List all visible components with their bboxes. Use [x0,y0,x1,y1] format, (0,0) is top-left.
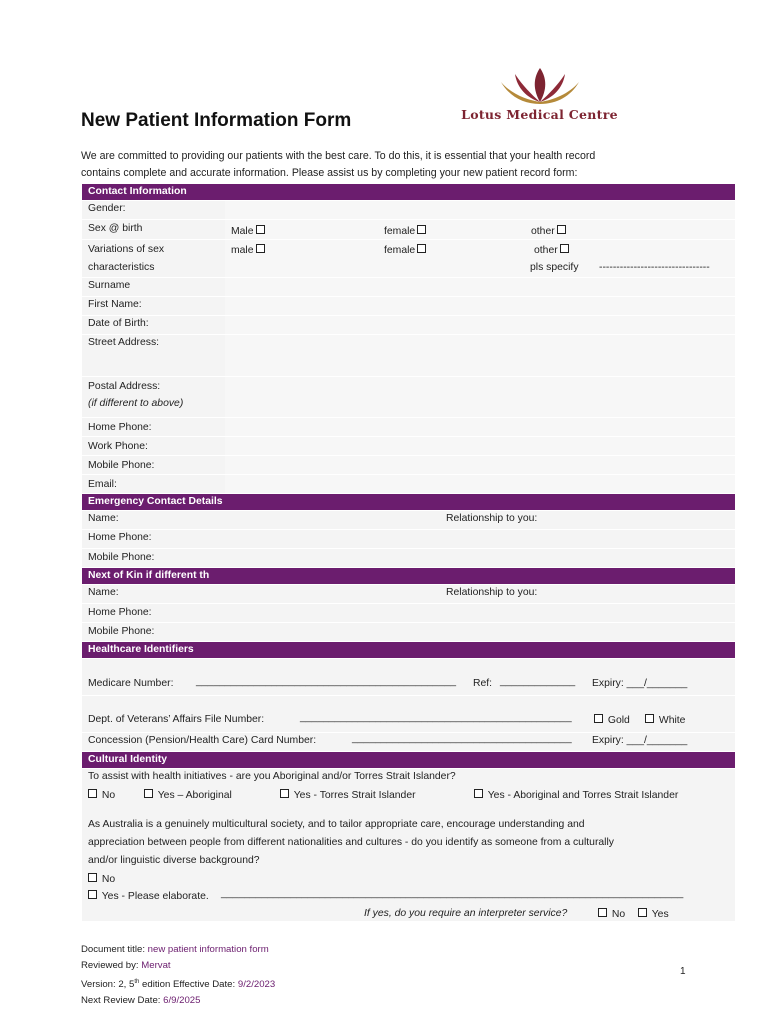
interpreter-no-checkbox[interactable] [598,908,607,917]
variation-female-option[interactable] [384,244,428,256]
dob-field[interactable] [225,316,735,334]
intro-line: contains complete and accurate information. Please assist us by completing your new patient record form: [81,167,578,179]
variation-female-label: female [384,245,416,256]
kin-name-label: Name: [88,587,119,598]
atsi-yes-torres-checkbox[interactable] [280,789,289,798]
doc-title-label: Document title: [81,944,145,955]
concession-field[interactable]: ______________________________________ [352,733,572,744]
concession-expiry-field[interactable]: Expiry: ___/_______ [592,735,688,746]
kin-name-row[interactable] [82,584,735,603]
gender-label: Gender: [88,203,126,214]
atsi-yes-both-checkbox[interactable] [474,789,483,798]
cald-yes-option[interactable] [86,890,209,902]
variation-male-option[interactable] [231,244,267,256]
effective-date: 9/2/2023 [237,979,276,991]
email-row [82,474,735,493]
page-number: 1 [680,966,686,977]
dob-row [82,315,735,334]
reviewed-line [81,958,275,974]
dva-row [82,695,735,732]
cultural-identity-block [82,768,735,921]
intro-line: We are committed to providing our patients with the best care. To do this, it is essential that your health record [81,150,596,162]
cald-yes-label: Yes - Please elaborate. [101,891,209,902]
ref-label: Ref: [473,678,493,689]
gold-label: Gold [607,715,630,726]
postal-address-row [82,376,735,417]
cald-yes-checkbox[interactable] [88,890,97,899]
street-address-label: Street Address: [88,337,160,348]
street-address-row [82,334,735,376]
version-line [81,974,275,993]
section-next-of-kin: Next of Kin if different th [82,568,735,584]
doc-title-value: new patient information form [147,944,269,955]
atsi-yes-aboriginal-label: Yes – Aboriginal [157,790,232,801]
pls-specify-label: pls specify [530,262,579,273]
atsi-no-checkbox[interactable] [88,789,97,798]
postal-address-label: Postal Address: [88,381,161,392]
interpreter-no-label: No [611,909,626,920]
cald-no-option[interactable] [86,873,115,885]
medicare-field[interactable]: _____________________________________________ [196,676,457,687]
mobile-phone-row [82,455,735,474]
other-option[interactable] [531,225,568,237]
dva-field[interactable]: _______________________________________________ [300,712,572,723]
concession-row [82,732,735,751]
intro-text [81,148,681,182]
gold-checkbox[interactable] [594,714,603,723]
interpreter-no-option[interactable] [596,908,625,920]
first-name-row [82,296,735,315]
male-option[interactable] [231,225,267,237]
doc-title-line [81,942,275,958]
variation-other-checkbox[interactable] [560,244,569,253]
first-name-label: First Name: [88,299,142,310]
first-name-field[interactable] [225,297,735,315]
reviewed-label: Reviewed by: [81,960,139,971]
home-phone-row [82,417,735,436]
female-option[interactable] [384,225,428,237]
section-emergency-contact: Emergency Contact Details [82,494,735,510]
emergency-home-phone-row[interactable] [82,529,735,548]
variations-label: Variations of sex [88,244,165,255]
section-cultural-identity: Cultural Identity [82,752,735,768]
male-checkbox[interactable] [256,225,265,234]
street-address-field[interactable] [225,335,735,376]
version-label: Version: 2, 5 [81,979,135,991]
cald-question-line: and/or linguistic diverse background? [88,855,260,866]
emergency-name-label: Name: [88,513,119,524]
atsi-yes-both-option[interactable] [472,789,678,801]
cald-question-line: appreciation between people from different nationalities and cultures - do you identify as someone from a culturally [88,837,614,848]
atsi-yes-torres-option[interactable] [278,789,416,801]
emergency-mobile-phone-row[interactable] [82,548,735,567]
variation-male-label: male [231,245,254,256]
email-field[interactable] [225,475,735,493]
atsi-question: To assist with health initiatives - are you Aboriginal and/or Torres Strait Islander? [88,771,456,782]
surname-label: Surname [88,280,131,291]
kin-home-phone-row[interactable] [82,603,735,622]
mobile-phone-label: Mobile Phone: [88,460,155,471]
document-footer [81,942,275,1009]
section-contact-information: Contact Information [82,184,735,200]
atsi-no-option[interactable] [86,789,115,801]
variation-female-checkbox[interactable] [417,244,426,253]
home-phone-label: Home Phone: [88,422,152,433]
concession-label: Concession (Pension/Health Care) Card Number: [88,735,317,746]
dva-label: Dept. of Veterans’ Affairs File Number: [88,714,265,725]
atsi-no-label: No [101,790,116,801]
sex-at-birth-row [82,219,735,239]
emergency-home-phone-label: Home Phone: [88,532,152,543]
sex-variations-row [82,239,735,277]
kin-home-phone-label: Home Phone: [88,607,152,618]
cald-no-label: No [101,874,116,885]
other-checkbox[interactable] [557,225,566,234]
email-label: Email: [88,479,117,490]
postal-address-field[interactable] [225,377,735,417]
interpreter-question: If yes, do you require an interpreter service? [364,908,568,919]
logo [447,62,632,128]
gold-option[interactable] [592,714,630,726]
white-label: White [658,715,686,726]
mobile-phone-field[interactable] [225,456,735,474]
atsi-yes-aboriginal-checkbox[interactable] [144,789,153,798]
white-option[interactable] [643,714,685,726]
lotus-logo-icon [495,64,585,108]
interpreter-yes-option[interactable] [636,908,669,920]
cald-no-checkbox[interactable] [88,873,97,882]
ref-field[interactable]: _____________ [500,676,576,687]
emergency-relationship-label: Relationship to you: [446,513,538,524]
surname-row [82,277,735,296]
dob-label: Date of Birth: [88,318,149,329]
page-title: New Patient Information Form [81,110,352,131]
work-phone-row [82,436,735,455]
emergency-mobile-phone-label: Mobile Phone: [88,552,155,563]
section-healthcare-identifiers: Healthcare Identifiers [82,642,735,658]
characteristics-label: characteristics [88,262,155,273]
reviewed-value: Mervat [141,960,171,971]
variation-other-label: other [534,245,558,256]
medicare-label: Medicare Number: [88,678,174,689]
gender-row [82,200,735,219]
atsi-yes-torres-label: Yes - Torres Strait Islander [293,790,416,801]
next-review-line [81,993,275,1009]
variation-male-checkbox[interactable] [256,244,265,253]
interpreter-yes-checkbox[interactable] [638,908,647,917]
next-review-date: 6/9/2025 [163,995,201,1007]
version-rest: edition Effective Date: [139,979,236,991]
cald-question-line: As Australia is a genuinely multicultural society, and to tailor appropriate care, encourage understanding and [88,819,585,830]
work-phone-field[interactable] [225,437,735,455]
atsi-yes-aboriginal-option[interactable] [142,789,232,801]
home-phone-field[interactable] [225,418,735,436]
female-checkbox[interactable] [417,225,426,234]
other-label: other [531,226,555,237]
postal-address-note: (if different to above) [88,398,184,409]
cald-elaborate-field[interactable]: ________________________________________________________________________________ [221,888,684,899]
version-sup: th [134,979,140,985]
medicare-expiry-field[interactable]: Expiry: ___/_______ [592,678,688,689]
female-label: female [384,226,416,237]
logo-text: Lotus Medical Centre [461,107,618,122]
patient-form [82,183,735,921]
white-checkbox[interactable] [645,714,654,723]
variation-other-option[interactable] [534,244,571,256]
specify-field[interactable]: -------------------------------- [599,262,710,273]
interpreter-yes-label: Yes [651,909,669,920]
gender-field[interactable] [225,201,735,219]
male-label: Male [231,226,254,237]
surname-field[interactable] [225,278,735,296]
kin-mobile-phone-label: Mobile Phone: [88,626,155,637]
work-phone-label: Work Phone: [88,441,148,452]
kin-relationship-label: Relationship to you: [446,587,538,598]
next-review-label: Next Review Date: [81,995,161,1007]
atsi-yes-both-label: Yes - Aboriginal and Torres Strait Islander [487,790,679,801]
sex-at-birth-label: Sex @ birth [88,223,143,234]
emergency-name-row[interactable] [82,510,735,529]
medicare-row [82,658,735,695]
kin-mobile-phone-row[interactable] [82,622,735,641]
